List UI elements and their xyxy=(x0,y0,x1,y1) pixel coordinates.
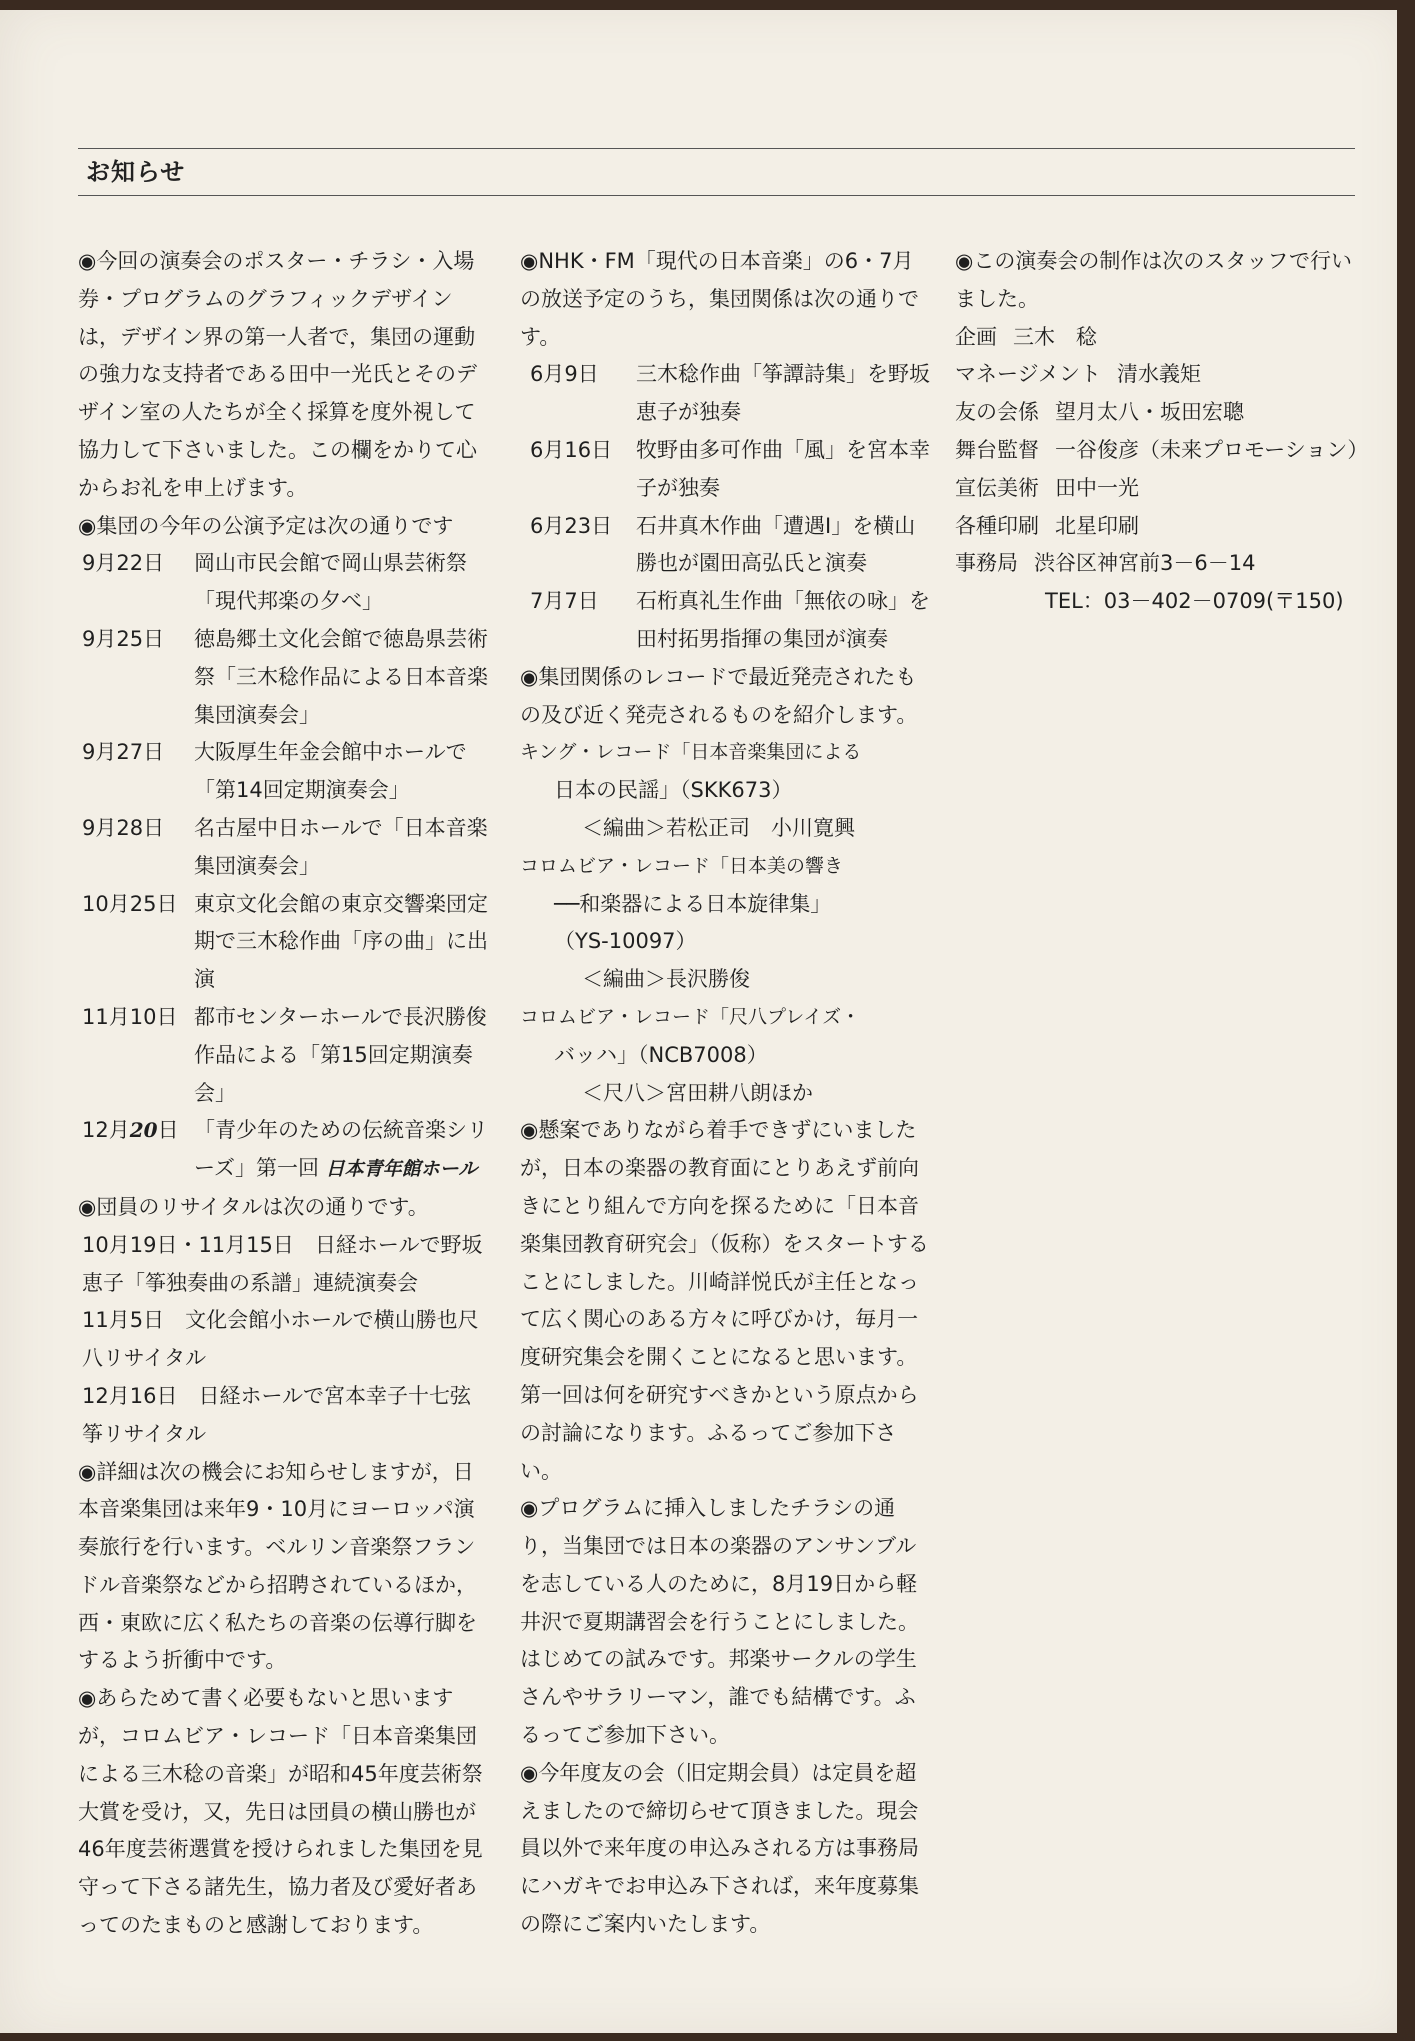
record-line: ──和楽器による日本旋律集」 xyxy=(554,891,832,916)
notice-paragraph: ◉集団関係のレコードで最近発売されたもの及び近く発売されるものを紹介します。 xyxy=(520,664,918,727)
staff-role: 事務局 xyxy=(955,551,1018,576)
schedule-text: 名古屋中日ホールで「日本音楽集団演奏会」 xyxy=(194,815,488,878)
staff-role: マネージメント xyxy=(955,362,1101,387)
scan-edge-top xyxy=(0,0,1415,10)
staff-row xyxy=(955,319,1365,357)
recital-entry xyxy=(78,1227,490,1303)
schedule-entry xyxy=(78,734,490,810)
scan-edge-bottom xyxy=(0,2033,1415,2041)
header-rule-bottom xyxy=(78,195,1355,196)
broadcast-entry xyxy=(520,432,930,508)
staff-row xyxy=(955,356,1365,394)
schedule-text: 大阪厚生年金会館中ホールで「第14回定期演奏会」 xyxy=(194,740,467,803)
staff-row xyxy=(955,545,1365,583)
schedule-date: 9月27日 xyxy=(82,740,165,765)
notice-paragraph: ◉今年度友の会（旧定期会員）は定員を超えましたので締切らせて頂きました。現会員以外で来年度の申込みされる方は事務局にハガキでお申込み下されば，来年度募集の際にご案内いたします。 xyxy=(520,1760,919,1937)
notice-paragraph: ◉団員のリサイタルは次の通りです。 xyxy=(78,1194,429,1219)
column-3 xyxy=(955,243,1369,621)
recital-entry xyxy=(78,1378,490,1454)
staff-name: 清水義矩 xyxy=(1116,362,1201,387)
handwritten-date: 20 xyxy=(129,1118,158,1143)
notice-paragraph: ◉この演奏会の制作は次のスタッフで行いました。 xyxy=(955,249,1352,311)
staff-name: 三木 稔 xyxy=(1013,324,1097,349)
record-item xyxy=(520,734,930,847)
broadcast-entry xyxy=(520,508,930,584)
recital-text: 11月5日 文化会館小ホールで横山勝也尺八リサイタル xyxy=(82,1308,479,1371)
schedule-date: 9月22日 xyxy=(82,551,165,576)
broadcast-entry xyxy=(520,356,930,432)
schedule-date: 12月20日 xyxy=(82,1118,179,1143)
schedule-entry xyxy=(78,545,490,621)
staff-row xyxy=(955,432,1369,470)
schedule-date: 9月28日 xyxy=(82,815,165,840)
broadcast-text: 牧野由多可作曲「風」を宮本幸子が独奏 xyxy=(636,437,930,500)
broadcast-date: 6月16日 xyxy=(530,437,613,462)
staff-role: 友の会係 xyxy=(955,400,1039,425)
notice-paragraph: ◉あらためて書く必要もないと思いますが，コロムビア・レコード「日本音楽集団による三木稔の音楽」が昭和45年度芸術祭大賞を受け，又，先日は団員の横山勝也が46年度芸術選賞を授けられました集団を見守って下さる諸先生，協力者及び愛好者あってのたまものと感謝しております。 xyxy=(78,1686,483,1938)
staff-role: 企画 xyxy=(955,324,997,349)
schedule-entry xyxy=(78,621,490,734)
record-line: コロムビア・レコード「尺八プレイズ・ xyxy=(520,1005,861,1028)
schedule-entry xyxy=(78,810,490,886)
record-line: キング・レコード「日本音楽集団による xyxy=(520,741,862,764)
recital-text: 10月19日・11月15日 日経ホールで野坂恵子「筝独奏曲の系譜」連続演奏会 xyxy=(82,1232,483,1295)
staff-role: 各種印刷 xyxy=(955,513,1039,538)
page-heading: お知らせ xyxy=(86,158,186,186)
broadcast-date: 6月9日 xyxy=(530,362,599,387)
column-2 xyxy=(520,243,930,1944)
staff-name: 一谷俊彦（未来プロモーション） xyxy=(1055,437,1369,462)
recital-text: 12月16日 日経ホールで宮本幸子十七弦筝リサイタル xyxy=(82,1383,472,1446)
broadcast-entry xyxy=(520,583,930,659)
office-phone: TEL：03－402－0709(〒150) xyxy=(1045,589,1344,614)
schedule-entry xyxy=(78,886,490,999)
record-credit: ＜編曲＞若松正司 小川寛興 xyxy=(582,815,855,840)
record-line: 日本の民謡」（SKK673） xyxy=(554,778,793,803)
column-1 xyxy=(78,243,490,1945)
recital-date: 12月16日 xyxy=(82,1383,178,1408)
staff-row xyxy=(955,394,1365,432)
notice-paragraph: ◉懸案でありながら着手できずにいましたが，日本の楽器の教育面にとりあえず前向きにとり組んで方向を探るために「日本音楽集団教育研究会」（仮称）をスタートすることにしました。川崎詳悦氏が主任となって広く関心のある方々に呼びかけ，毎月一度研究集会を開くことになると思います。第一回は何を研究すべきかという原点からの討論になります。ふるってご参加下さい。 xyxy=(520,1118,929,1483)
notice-paragraph: ◉NHK・FM「現代の日本音楽」の6・7月の放送予定のうち，集団関係は次の通りです。 xyxy=(520,249,919,349)
staff-row xyxy=(955,470,1365,508)
broadcast-date: 6月23日 xyxy=(530,513,613,538)
broadcast-text: 三木稔作曲「筝譚詩集」を野坂恵子が独奏 xyxy=(636,362,930,425)
record-credit: ＜尺八＞宮田耕八朗ほか xyxy=(582,1080,813,1105)
record-item xyxy=(520,999,930,1112)
record-line: コロムビア・レコード「日本美の響き xyxy=(520,854,844,877)
schedule-text: 徳島郷土文化会館で徳島県芸術祭「三木稔作品による日本音楽集団演奏会」 xyxy=(194,626,488,727)
notice-paragraph: ◉プログラムに挿入しましたチラシの通り，当集団では日本の楽器のアンサンブルを志している人のために，8月19日から軽井沢で夏期講習会を行うことにしました。はじめての試みです。邦楽サークルの学生さんやサラリーマン，誰でも結構です。ふるってご参加下さい。 xyxy=(520,1496,919,1748)
notice-paragraph: ◉今回の演奏会のポスター・チラシ・入場券・プログラムのグラフィックデザインは，デザイン界の第一人者で，集団の運動の強力な支持者である田中一光氏とそのデザイン室の人たちが全く採算を度外視して協力して下さいました。この欄をかりて心からお礼を申上げます。 xyxy=(78,249,477,500)
schedule-text: 東京文化会館の東京交響楽団定期で三木稔作曲「序の曲」に出演 xyxy=(194,891,488,992)
scan-edge-right xyxy=(1397,0,1415,2041)
header-rule-top xyxy=(78,148,1355,149)
schedule-text: 「青少年のための伝統音楽シリーズ」第一回 日本青年館ホール xyxy=(194,1118,488,1181)
handwritten-venue: 日本青年館ホール xyxy=(325,1158,478,1181)
record-item xyxy=(520,848,930,999)
schedule-entry xyxy=(78,999,490,1112)
staff-name: 田中一光 xyxy=(1055,475,1139,500)
recital-date: 10月19日・11月15日 xyxy=(82,1232,294,1257)
record-credit: ＜編曲＞長沢勝俊 xyxy=(582,967,750,992)
staff-role: 舞台監督 xyxy=(955,437,1039,462)
schedule-date: 9月25日 xyxy=(82,626,165,651)
notice-paragraph: ◉詳細は次の機会にお知らせしますが，日本音楽集団は来年9・10月にヨーロッパ演奏旅行を行います。ベルリン音楽祭フランドル音楽祭などから招聘されているほか，西・東欧に広く私たちの音楽の伝導行脚をするよう折衝中です。 xyxy=(78,1459,477,1673)
schedule-entry-handwritten xyxy=(78,1112,490,1189)
record-line: バッハ」（NCB7008） xyxy=(554,1042,768,1067)
notice-paragraph: ◉集団の今年の公演予定は次の通りです xyxy=(78,513,454,538)
record-line: （YS-10097） xyxy=(554,929,697,954)
staff-role: 宣伝美術 xyxy=(955,475,1039,500)
schedule-text: 岡山市民会館で岡山県芸術祭「現代邦楽の夕べ」 xyxy=(194,551,467,614)
broadcast-text: 石桁真礼生作曲「無依の咏」を田村拓男指揮の集団が演奏 xyxy=(636,589,930,651)
schedule-date: 10月25日 xyxy=(82,891,178,916)
schedule-date: 11月10日 xyxy=(82,1004,178,1029)
broadcast-text: 石井真木作曲「遭遇Ⅰ」を横山勝也が園田高弘氏と演奏 xyxy=(636,513,916,576)
staff-name: 望月太八・坂田宏聰 xyxy=(1055,400,1244,425)
staff-name: 渋谷区神宮前3－6－14 xyxy=(1034,551,1256,576)
recital-date: 11月5日 xyxy=(82,1308,165,1333)
staff-row xyxy=(955,508,1365,546)
schedule-text: 都市センターホールで長沢勝俊作品による「第15回定期演奏会」 xyxy=(194,1004,487,1105)
staff-name: 北星印刷 xyxy=(1055,513,1139,538)
recital-entry xyxy=(78,1302,490,1378)
broadcast-date: 7月7日 xyxy=(530,589,599,614)
